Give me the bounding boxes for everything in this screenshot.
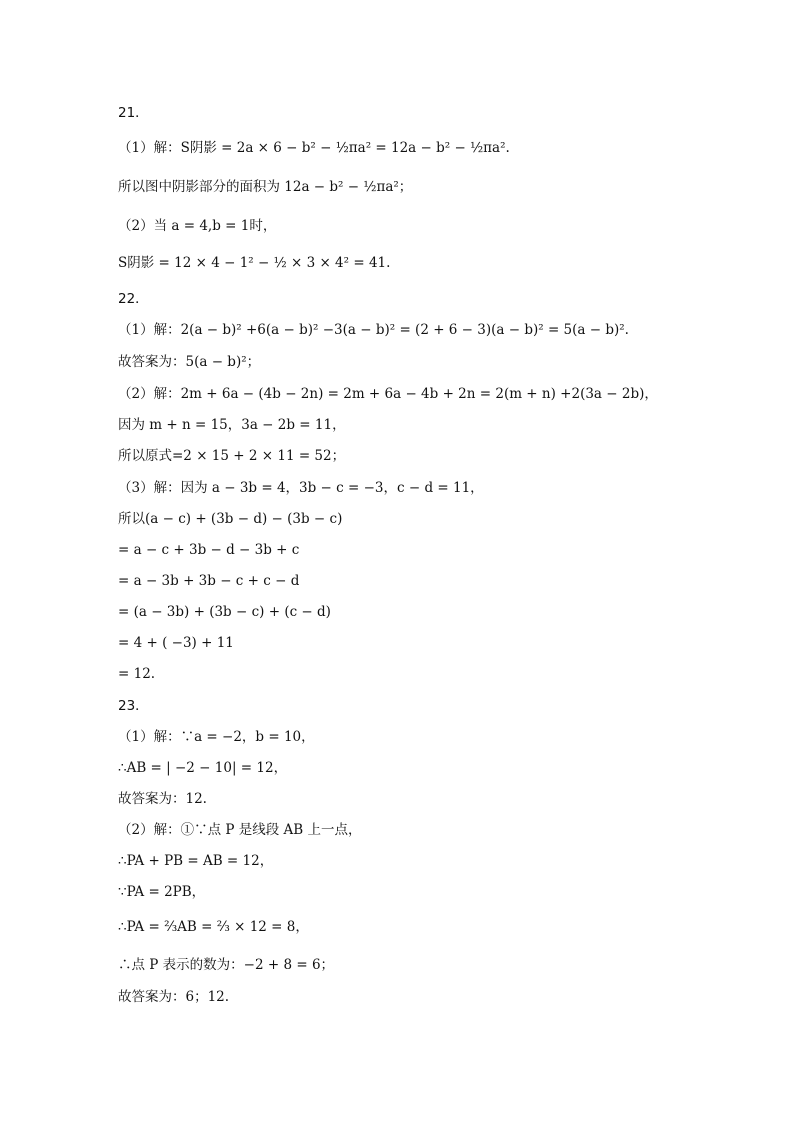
solution-23-sum: ∴PA + PB = AB = 12， bbox=[118, 853, 274, 869]
solution-23-ab: ∴AB = | −2 − 10| = 12， bbox=[118, 760, 288, 776]
problem-21-number: 21． bbox=[118, 105, 149, 121]
solution-23-part1: （1）解：∵a = −2，b = 10， bbox=[118, 729, 315, 745]
solution-22-step3: = a − 3b + 3b − c + c − d bbox=[118, 573, 300, 589]
solution-22-result2: 所以原式=2 × 15 + 2 × 11 = 52； bbox=[118, 448, 346, 464]
solution-22-given: 因为 m + n = 15，3a − 2b = 11， bbox=[118, 417, 346, 433]
solution-23-pa: ∴PA = ⅔AB = ⅔ × 12 = 8， bbox=[118, 919, 309, 935]
problem-22-number: 22． bbox=[118, 291, 149, 307]
solution-22-final: = 12. bbox=[118, 666, 156, 682]
solution-21-conclusion: 所以图中阴影部分的面积为 12a − b² − ½πa²； bbox=[118, 179, 413, 195]
solution-23-ratio: ∵PA = 2PB， bbox=[118, 884, 206, 900]
solution-21-part1: （1）解：S阴影 = 2a × 6 − b² − ½πa² = 12a − b² − ½πa². bbox=[118, 140, 510, 156]
problem-23-number: 23． bbox=[118, 698, 149, 714]
solution-22-answer1: 故答案为：5(a − b)²； bbox=[118, 354, 261, 370]
solution-23-answer2: 故答案为：6；12. bbox=[118, 989, 230, 1005]
solution-22-step2: = a − c + 3b − d − 3b + c bbox=[118, 542, 300, 558]
solution-22-step5: = 4 + ( −3) + 11 bbox=[118, 635, 234, 651]
solution-23-part2: （2）解：①∵点 P 是线段 AB 上一点， bbox=[118, 822, 362, 838]
solution-22-step1: 所以(a − c) + (3b − d) − (3b − c) bbox=[118, 511, 343, 527]
solution-22-step4: = (a − 3b) + (3b − c) + (c − d) bbox=[118, 604, 331, 620]
solution-21-result: S阴影 = 12 × 4 − 1² − ½ × 3 × 4² = 41. bbox=[118, 255, 391, 271]
solution-23-point-p: ∴点 P 表示的数为：−2 + 8 = 6； bbox=[118, 957, 335, 973]
solution-22-part3: （3）解：因为 a − 3b = 4，3b − c = −3，c − d = 11， bbox=[118, 480, 484, 496]
solution-22-part1: （1）解：2(a − b)² +6(a − b)² −3(a − b)² = (2 + 6 − 3)(a − b)² = 5(a − b)². bbox=[118, 322, 629, 338]
solution-21-part2: （2）当 a = 4,b = 1时， bbox=[118, 218, 277, 234]
solution-23-answer1: 故答案为：12. bbox=[118, 791, 207, 807]
solution-22-part2: （2）解：2m + 6a − (4b − 2n) = 2m + 6a − 4b + 2n = 2(m + n) +2(3a − 2b)， bbox=[118, 386, 658, 402]
